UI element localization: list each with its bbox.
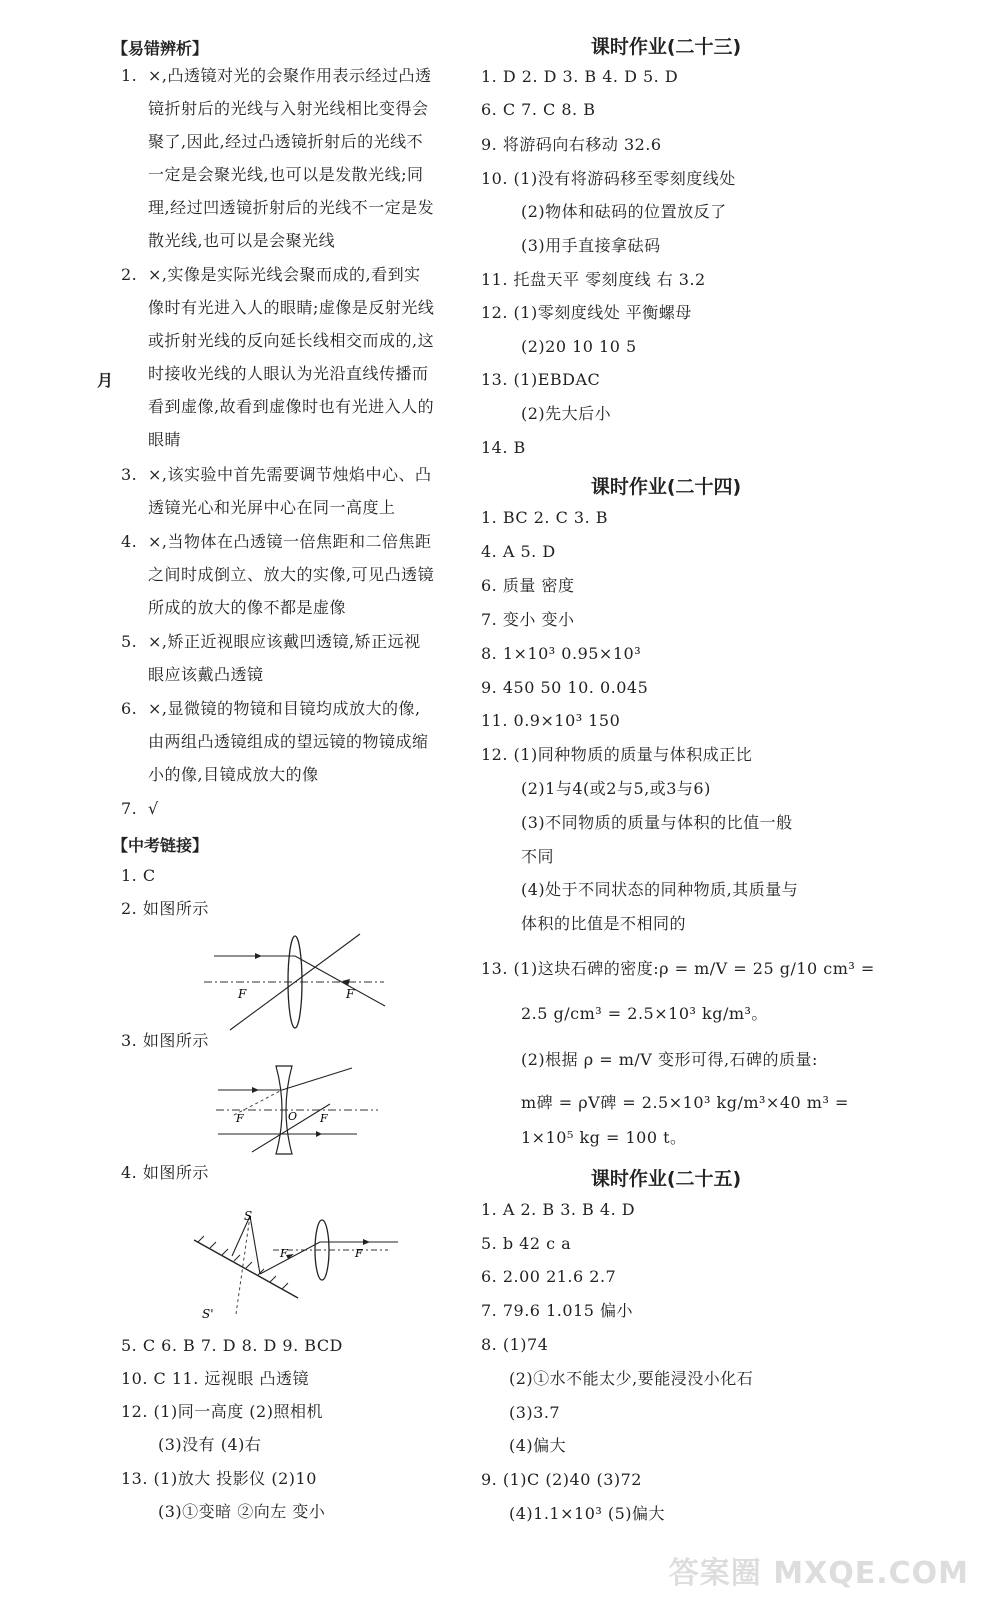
item-line: 时接收光线的人眼认为光沿直线传播而: [148, 364, 429, 383]
concave-lens-diagram: [212, 1060, 382, 1160]
answer-line: (2)先大后小: [521, 404, 612, 423]
item-line: 由两组凸透镜组成的望远镜的物镜成缩: [148, 732, 429, 751]
item-line: ×,当物体在凸透镜一倍焦距和二倍焦距: [148, 532, 432, 551]
answer-line: 4. A 5. D: [481, 542, 556, 561]
item-number: 3.: [121, 465, 138, 484]
mirror-lens-diagram: [188, 1210, 403, 1322]
answer-line: 5. C 6. B 7. D 8. D 9. BCD: [121, 1336, 343, 1355]
side-mark: 月: [97, 371, 114, 390]
answer-line: 1×10⁵ kg = 100 t。: [521, 1128, 687, 1147]
item-line: 小的像,目镜成放大的像: [148, 765, 319, 784]
answer-line: (4)1.1×10³ (5)偏大: [509, 1504, 666, 1523]
answer-line: 11. 托盘天平 零刻度线 右 3.2: [481, 270, 706, 289]
item-line: ×,凸透镜对光的会聚作用表示经过凸透: [148, 66, 432, 85]
answer-line: 11. 0.9×10³ 150: [481, 711, 621, 730]
answer-line: 1. A 2. B 3. B 4. D: [481, 1200, 636, 1219]
answer-line: 10. (1)没有将游码移至零刻度线处: [481, 169, 736, 188]
source-label: S: [244, 1210, 253, 1223]
answer-line: 不同: [521, 847, 555, 866]
answer-line: (2)根据 ρ = m/V 变形可得,石碑的质量:: [521, 1050, 818, 1069]
answer-line: 1. D 2. D 3. B 4. D 5. D: [481, 67, 679, 86]
item-number: 5.: [121, 632, 138, 651]
answer-line: 6. 质量 密度: [481, 576, 575, 595]
convex-lens-diagram: [200, 920, 390, 1032]
answer-line: 5. b 42 c a: [481, 1234, 572, 1253]
answer-line: 体积的比值是不相同的: [521, 914, 687, 933]
item-line: 眼睛: [148, 430, 182, 449]
item-line: 或折射光线的反向延长线相交而成的,这: [148, 331, 435, 350]
item-line: 聚了,因此,经过凸透镜折射后的光线不: [148, 132, 424, 151]
answer-line: 1. C: [121, 866, 156, 885]
answer-line: 2. 如图所示: [121, 899, 209, 918]
answer-line: (2)1与4(或2与5,或3与6): [521, 779, 711, 798]
answer-line: (3)①变暗 ②向左 变小: [158, 1502, 326, 1521]
item-line: ×,矫正近视眼应该戴凹透镜,矫正远视: [148, 632, 421, 651]
answer-line: 13. (1)EBDAC: [481, 370, 601, 389]
item-line: 透镜光心和光屏中心在同一高度上: [148, 498, 396, 517]
answer-line: (3)用手直接拿砝码: [521, 236, 661, 255]
answer-line: 9. 将游码向右移动 32.6: [481, 135, 662, 154]
item-line: ×,实像是实际光线会聚而成的,看到实: [148, 265, 421, 284]
answer-line: (3)3.7: [509, 1403, 561, 1422]
section-title-25: 课时作业(二十五): [590, 1168, 742, 1190]
focus-label-right: F: [346, 987, 355, 1001]
optical-center-label: O: [288, 1110, 298, 1123]
image-label: S': [202, 1307, 214, 1321]
item-line: 像时有光进入人的眼睛;虚像是反射光线: [148, 298, 435, 317]
answer-line: 13. (1)放大 投影仪 (2)10: [121, 1469, 317, 1488]
answer-line: 14. B: [481, 438, 526, 457]
answer-line: 7. 79.6 1.015 偏小: [481, 1301, 633, 1320]
focus-label-left: F: [238, 987, 247, 1001]
answer-line: (2)20 10 10 5: [521, 337, 637, 356]
answer-line: 2.5 g/cm³ = 2.5×10³ kg/m³。: [521, 1004, 768, 1023]
answer-line: 9. (1)C (2)40 (3)72: [481, 1470, 642, 1489]
item-line: √: [148, 799, 159, 818]
section-heading-error-analysis: 【易错辨析】: [112, 39, 209, 58]
answer-line: 9. 450 50 10. 0.045: [481, 678, 649, 697]
watermark: 答案圈 MXQE.COM: [668, 1556, 969, 1591]
answer-line: (3)不同物质的质量与体积的比值一般: [521, 813, 793, 832]
item-line: 散光线,也可以是会聚光线: [148, 231, 336, 250]
section-heading-exam-link: 【中考链接】: [112, 836, 209, 855]
section-title-23: 课时作业(二十三): [590, 36, 742, 58]
answer-line: 10. C 11. 远视眼 凸透镜: [121, 1369, 309, 1388]
answer-line: (4)偏大: [509, 1436, 567, 1455]
item-line: 所成的放大的像不都是虚像: [148, 598, 347, 617]
item-number: 7.: [121, 799, 138, 818]
focus-label-left: F: [236, 1112, 244, 1125]
answer-line: 8. 1×10³ 0.95×10³: [481, 644, 642, 663]
item-line: ×,显微镜的物镜和目镜均成放大的像,: [148, 699, 421, 718]
item-number: 1.: [121, 66, 138, 85]
answer-line: m碑 = ρV碑 = 2.5×10³ kg/m³×40 m³ =: [521, 1093, 849, 1112]
answer-line: 1. BC 2. C 3. B: [481, 508, 609, 527]
answer-line: (4)处于不同状态的同种物质,其质量与: [521, 880, 799, 899]
answer-line: (2)物体和砝码的位置放反了: [521, 202, 727, 221]
answer-line: (2)①水不能太少,要能浸没小化石: [509, 1369, 754, 1388]
item-line: 之间时成倒立、放大的实像,可见凸透镜: [148, 565, 435, 584]
answer-line: 12. (1)同一高度 (2)照相机: [121, 1402, 323, 1421]
item-line: 理,经过凹透镜折射后的光线不一定是发: [148, 198, 435, 217]
focus-label-right: F: [355, 1247, 363, 1260]
item-line: 看到虚像,故看到虚像时也有光进入人的: [148, 397, 435, 416]
item-number: 2.: [121, 265, 138, 284]
item-number: 4.: [121, 532, 138, 551]
item-line: 一定是会聚光线,也可以是发散光线;同: [148, 165, 424, 184]
answer-line: 6. 2.00 21.6 2.7: [481, 1267, 617, 1286]
section-title-24: 课时作业(二十四): [590, 476, 742, 498]
answer-line: 6. C 7. C 8. B: [481, 100, 596, 119]
item-line: 眼应该戴凸透镜: [148, 665, 264, 684]
item-line: ×,该实验中首先需要调节烛焰中心、凸: [148, 465, 432, 484]
answer-line: 3. 如图所示: [121, 1031, 209, 1050]
answer-line: 4. 如图所示: [121, 1163, 209, 1182]
answer-line: 7. 变小 变小: [481, 610, 575, 629]
answer-line: 8. (1)74: [481, 1335, 549, 1354]
answer-line: 13. (1)这块石碑的密度:ρ = m/V = 25 g/10 cm³ =: [481, 959, 875, 978]
focus-label-left: F: [280, 1247, 288, 1260]
item-line: 镜折射后的光线与入射光线相比变得会: [148, 99, 429, 118]
item-number: 6.: [121, 699, 138, 718]
answer-line: 12. (1)同种物质的质量与体积成正比: [481, 745, 753, 764]
answer-line: 12. (1)零刻度线处 平衡螺母: [481, 303, 692, 322]
answer-line: (3)没有 (4)右: [158, 1435, 262, 1454]
focus-label-right: F: [320, 1112, 328, 1125]
